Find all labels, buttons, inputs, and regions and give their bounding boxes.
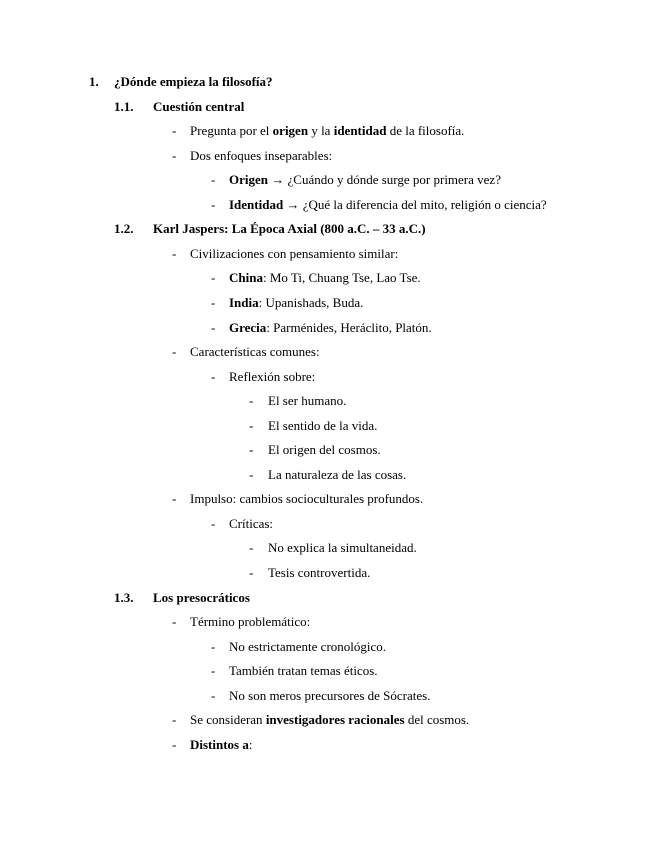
bullet-dash: - xyxy=(211,663,216,679)
bold-term: investigadores racionales xyxy=(265,712,405,728)
text-run: Pregunta por el xyxy=(190,123,273,139)
text-run: Reflexión sobre: xyxy=(229,368,316,384)
list-item-text xyxy=(229,638,386,656)
text-run: Tesis controvertida. xyxy=(268,565,371,580)
bullet-dash: - xyxy=(172,147,177,163)
bullet-dash: - xyxy=(249,442,254,458)
subsection-title: Karl Jaspers: La Época Axial (800 a.C. – 33 a.C.) xyxy=(153,221,426,237)
bullet-dash: - xyxy=(211,270,216,286)
bold-term: India xyxy=(229,294,259,310)
text-run: La naturaleza de las cosas. xyxy=(268,466,407,482)
bullet-dash: - xyxy=(249,466,254,482)
list-item-text xyxy=(190,147,332,165)
list-item-text xyxy=(190,245,398,263)
bullet-dash: - xyxy=(211,319,216,335)
list-item-text xyxy=(268,539,417,557)
text-run: Término problemático: xyxy=(190,614,311,630)
bold-term: identidad xyxy=(333,123,387,139)
text-run: del cosmos. xyxy=(404,712,470,728)
list-item-text xyxy=(190,122,464,140)
bullet-dash: - xyxy=(172,245,177,261)
bold-term: Distintos a xyxy=(190,736,249,752)
list-item-text xyxy=(268,417,377,435)
list-item-text xyxy=(229,319,432,337)
bullet-dash: - xyxy=(211,172,216,188)
text-run: → ¿Qué la diferencia del mito, religión o ciencia? xyxy=(283,196,547,212)
text-run: No son meros precursores de Sócrates. xyxy=(229,687,431,703)
text-run: Civilizaciones con pensamiento similar: xyxy=(190,245,399,261)
section-number: 1. xyxy=(89,74,99,89)
list-item-text xyxy=(268,441,381,459)
subsection-title: Los presocráticos xyxy=(153,589,250,605)
text-run: de la filosofía. xyxy=(386,123,465,139)
list-item-text xyxy=(268,392,346,410)
subsection-number: 1.3. xyxy=(114,589,134,605)
bold-term: origen xyxy=(272,123,309,139)
list-item-text xyxy=(229,368,315,386)
bullet-dash: - xyxy=(172,491,177,507)
bullet-dash: - xyxy=(172,712,177,728)
list-item-text xyxy=(190,736,253,754)
subsection-title: Cuestión central xyxy=(153,98,245,114)
list-item-text xyxy=(268,564,370,582)
text-run: Se consideran xyxy=(190,712,266,728)
list-item-text xyxy=(229,515,273,533)
text-run: Críticas: xyxy=(229,515,274,531)
text-run: → ¿Cuándo y dónde surge por primera vez? xyxy=(268,172,501,188)
bullet-dash: - xyxy=(249,417,254,433)
text-run: : Mo Ti, Chuang Tse, Lao Tse. xyxy=(262,270,421,286)
list-item-text xyxy=(190,343,320,361)
list-item-text xyxy=(229,687,430,705)
bullet-dash: - xyxy=(211,368,216,384)
bullet-dash: - xyxy=(172,736,177,752)
bullet-dash: - xyxy=(172,123,177,139)
bold-term: Grecia xyxy=(229,319,267,335)
bold-term: China xyxy=(229,270,263,286)
list-item-text xyxy=(190,613,310,631)
text-run: : xyxy=(248,736,253,752)
text-run: : Parménides, Heráclito, Platón. xyxy=(266,319,432,335)
text-run: No explica la simultaneidad. xyxy=(268,540,417,556)
bullet-dash: - xyxy=(211,638,216,654)
text-run: Dos enfoques inseparables: xyxy=(190,147,333,163)
text-run: El sentido de la vida. xyxy=(268,417,378,433)
text-run: También tratan temas éticos. xyxy=(229,663,378,679)
bullet-dash: - xyxy=(249,540,254,556)
list-item-text xyxy=(229,171,501,189)
bullet-dash: - xyxy=(211,515,216,531)
subsection-number: 1.2. xyxy=(114,221,134,237)
text-run: Características comunes: xyxy=(190,344,320,360)
subsection-number: 1.1. xyxy=(114,98,134,114)
list-item-text xyxy=(190,490,423,508)
list-item-text xyxy=(229,196,547,214)
text-run: No estrictamente cronológico. xyxy=(229,638,387,654)
bullet-dash: - xyxy=(211,294,216,310)
bullet-dash: - xyxy=(249,565,254,580)
text-run: El origen del cosmos. xyxy=(268,442,381,458)
list-item-text xyxy=(268,466,406,484)
bullet-dash: - xyxy=(172,614,177,630)
list-item-text xyxy=(229,294,363,312)
text-run: El ser humano. xyxy=(268,393,347,409)
text-run: y la xyxy=(308,123,334,139)
text-run: Impulso: cambios socioculturales profundos. xyxy=(190,491,424,507)
list-item-text xyxy=(190,711,469,729)
bullet-dash: - xyxy=(211,687,216,703)
list-item-text xyxy=(229,662,378,680)
list-item-text xyxy=(229,269,421,287)
bold-term: Identidad xyxy=(229,196,284,212)
text-run: : Upanishads, Buda. xyxy=(258,294,364,310)
bullet-dash: - xyxy=(172,344,177,360)
section-title: ¿Dónde empieza la filosofía? xyxy=(114,74,273,89)
bold-term: Origen xyxy=(229,172,268,188)
bullet-dash: - xyxy=(249,393,254,409)
bullet-dash: - xyxy=(211,196,216,212)
